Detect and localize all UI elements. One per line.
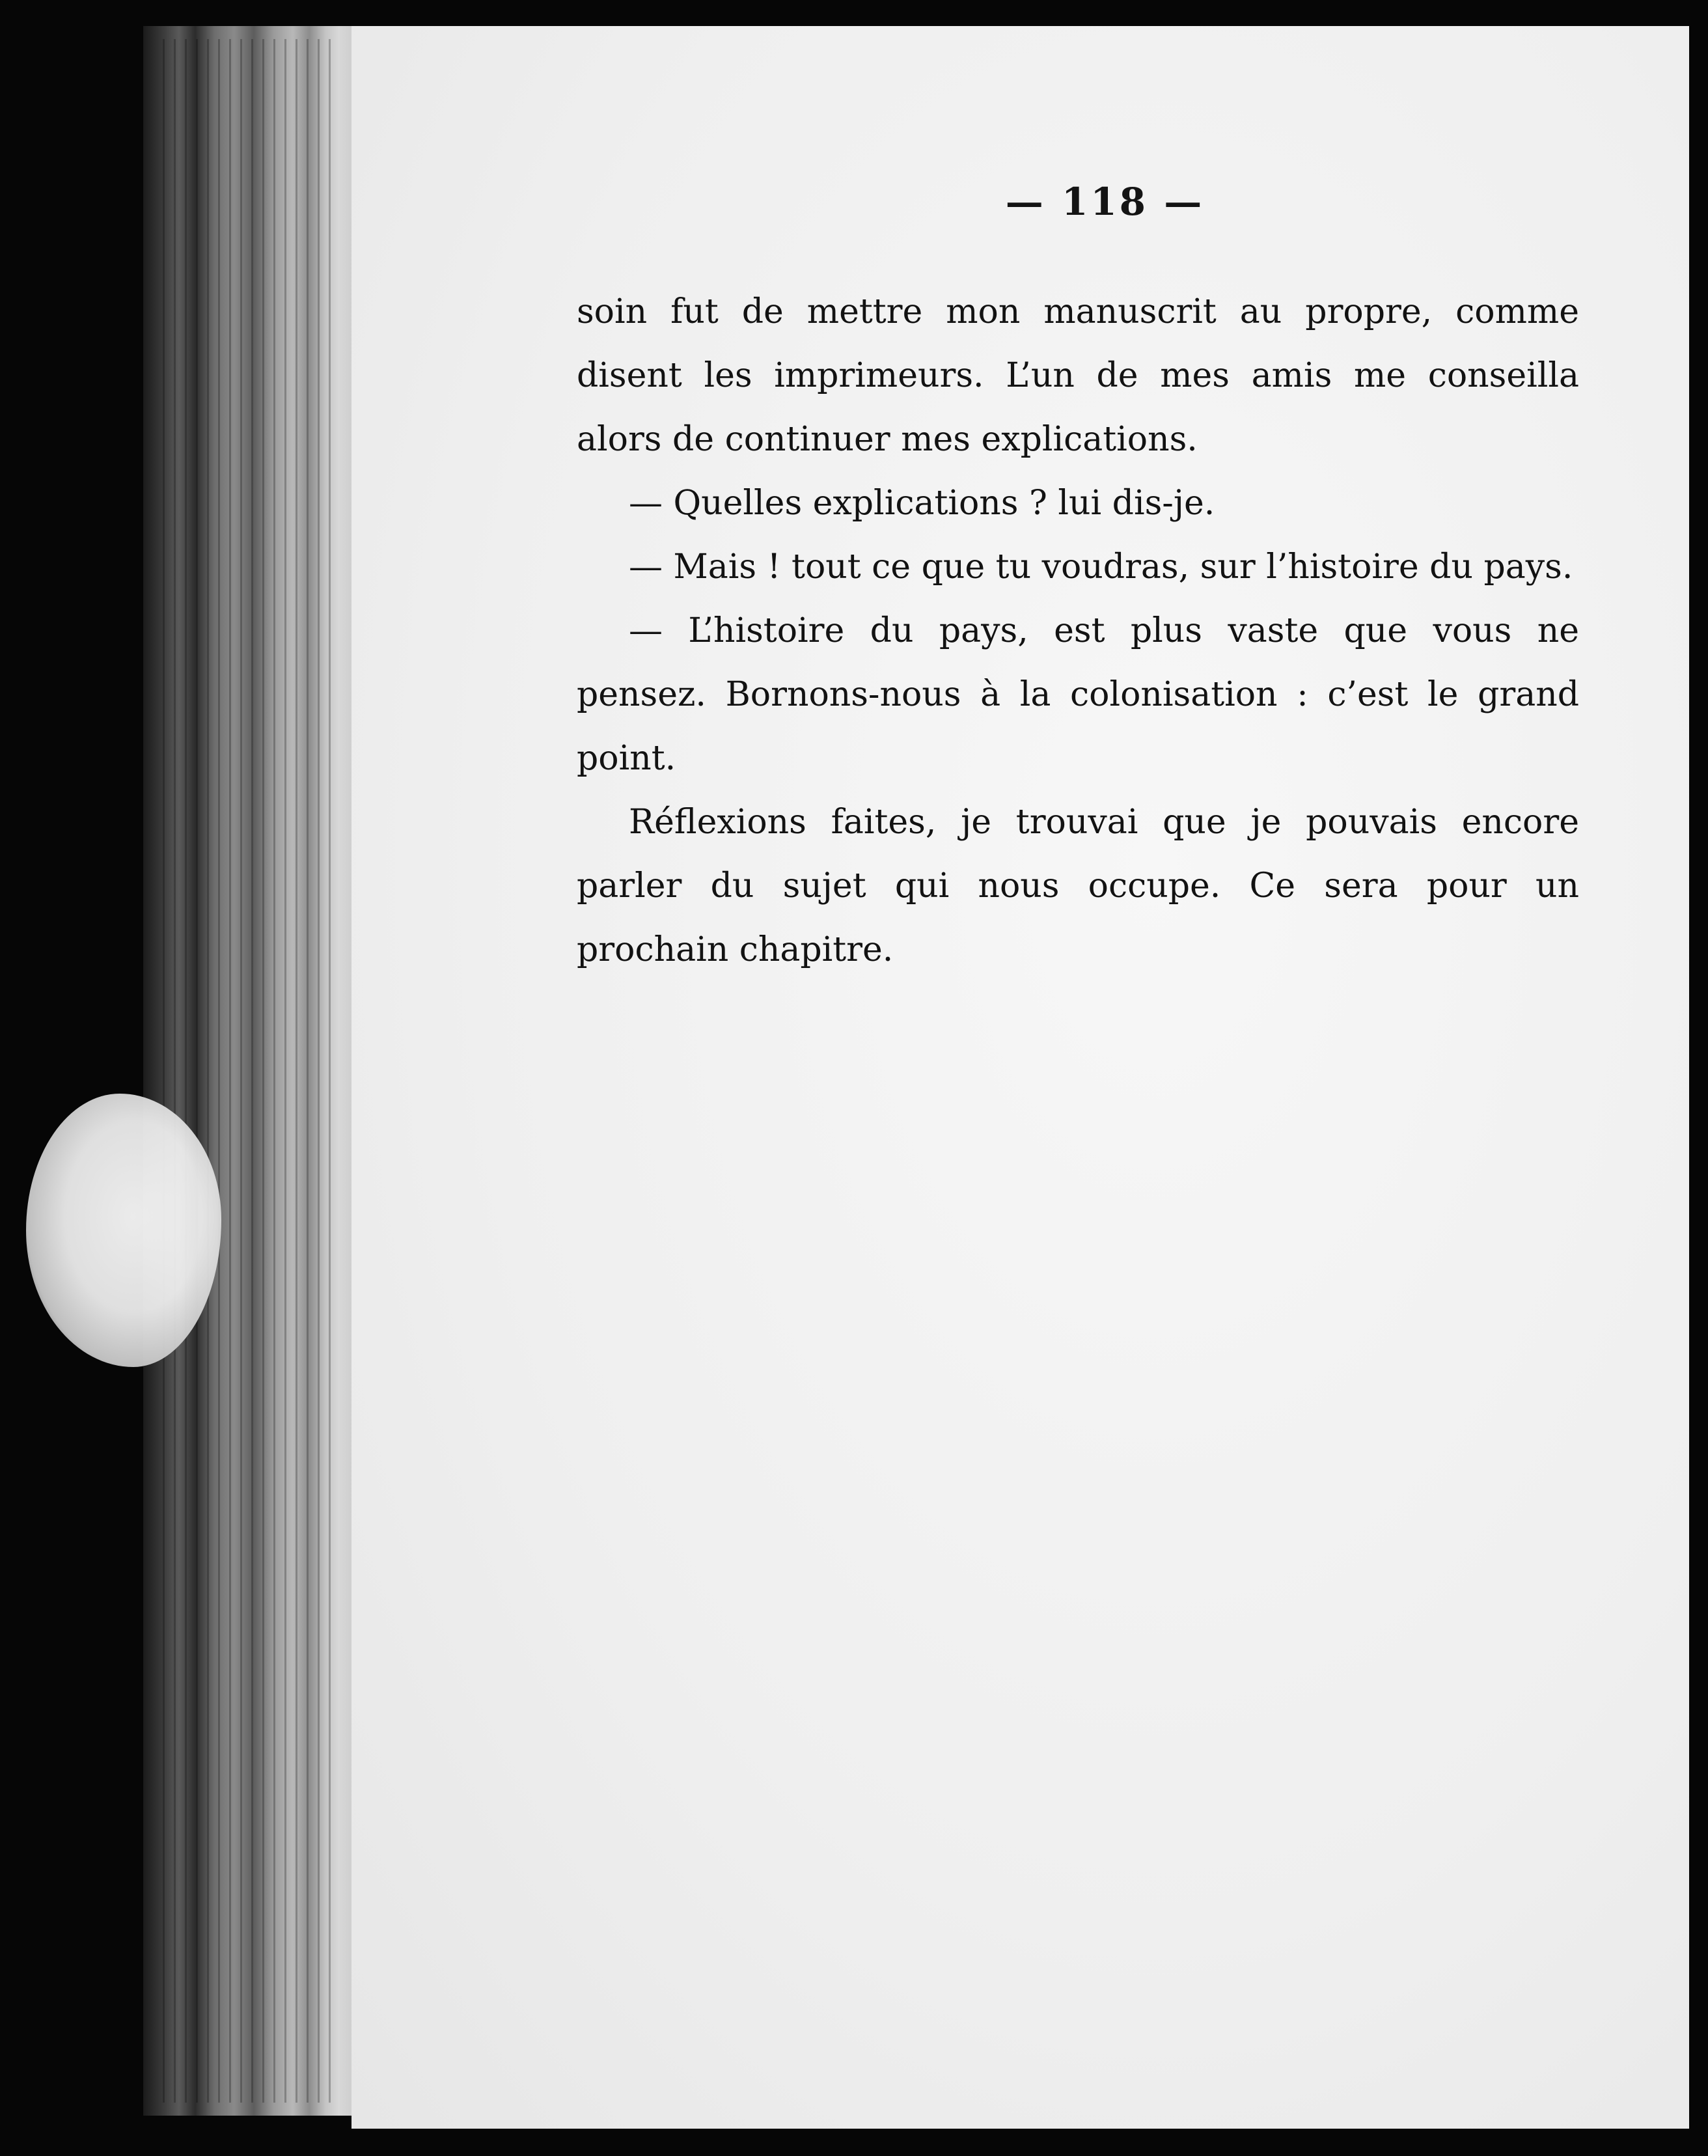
page-block-lines [163, 39, 332, 2103]
paragraph-1: soin fut de mettre mon manuscrit au propre, comme disent les imprimeurs. L’un de mes amis me conseilla alors de continuer mes explications. [577, 292, 1579, 459]
paragraph-3: — Mais ! tout ce que tu voudras, sur l’histoire du pays. [629, 547, 1573, 587]
book-page [351, 26, 1689, 2129]
paragraph-2: — Quelles explications ? lui dis-je. [629, 484, 1215, 523]
paper-stain [26, 1094, 221, 1367]
paragraph-4: — L’histoire du pays, est plus vaste que vous ne pensez. Bornons-nous à la colonisation : c’est le grand point. [577, 611, 1579, 778]
page-number: — 118 — [1005, 180, 1205, 224]
body-text [577, 280, 1579, 982]
paragraph-5: Réflexions faites, je trouvai que je pouvais encore parler du sujet qui nous occupe. Ce sera pour un prochain chapitre. [577, 803, 1579, 969]
